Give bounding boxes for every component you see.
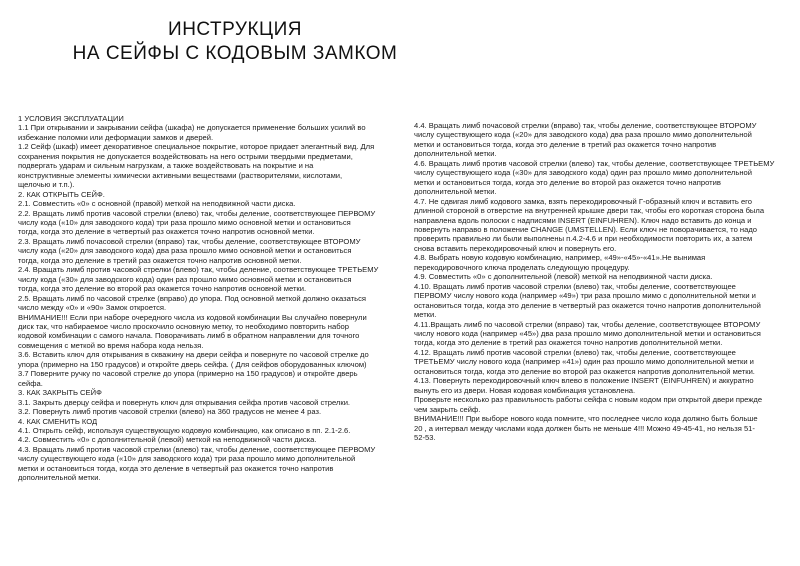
text-line: числу нового кода (например «45») два раза прошло мимо дополнительной метки и остановиться	[414, 328, 761, 338]
text-line: 2.5. Вращать лимб по часовой стрелке (вправо) до упора. Под основной меткой должно оказаться	[18, 293, 366, 303]
text-line: 4.10. Вращать лимб против часовой стрелки (влево) так, чтобы деление, соответствующее	[414, 281, 736, 291]
text-line: Проверьте несколько раз правильность работы сейфа с новым кодом при открытой двери прежде	[414, 395, 763, 405]
title-line-1: ИНСТРУКЦИЯ	[168, 19, 302, 40]
text-line: числу существующего кода («30» для заводского кода) один раз прошло мимо дополнительной	[414, 168, 752, 178]
text-line: конструктивные элементы химически активными веществами (растворителями, кислотами,	[18, 170, 343, 180]
text-line: 1.2 Сейф (шкаф) имеет декоративное специальное покрытие, которое придает элегантный вид. Для	[18, 142, 375, 152]
text-line: повернуть направо в положение CHANGE (UMSTELLEN). Если ключ не поворачивается, то надо	[414, 224, 757, 234]
text-line: числу кода («20» для заводского кода) два раза прошло мимо основной метки и остановиться	[18, 246, 352, 256]
left-text-column	[18, 114, 403, 483]
right-text-column	[414, 121, 789, 442]
text-line: числу кода («10» для заводского кода) три раза прошло мимо основной метки и остановиться	[18, 217, 351, 227]
text-line: метки и остановиться тогда, когда это деление в четвертый раз окажется точно напротив	[18, 463, 334, 473]
text-line: проверить правильно ли были выполнены п.4.2-4.6 и при необходимости повторить их, а затем	[414, 234, 753, 244]
text-line: ВНИМАНИЕ!!! Если при наборе очередного числа из кодовой комбинации Вы случайно повернули	[18, 312, 367, 322]
text-line: 4.4. Вращать лимб почасовой стрелки (вправо) так, чтобы деление, соответствующее ВТОРОМУ	[414, 121, 757, 130]
text-line: 4.9. Совместить «0» с дополнительной (левой) меткой на неподвижной части диска.	[414, 272, 713, 282]
text-line: ПЕРВОМУ числу нового кода (например «49») три раза прошло мимо с дополнительной метки и	[414, 291, 756, 301]
text-line: 3. КАК ЗАКРЫТЬ СЕЙФ	[18, 388, 102, 398]
text-line: 52-53.	[414, 432, 436, 442]
document-title	[0, 18, 470, 66]
text-line: тогда, когда это деление в четвертый раз окажется точно напротив основной метки.	[18, 227, 315, 237]
text-line: дополнительной метки.	[414, 187, 497, 197]
text-line: числу существующего кода («10» для заводского кода) три раза прошло мимо дополнительной	[18, 454, 356, 464]
text-line: 4.8. Выбрать новую кодовую комбинацию, например, «49»-«45»-«41».Не вынимая	[414, 253, 706, 263]
text-line: 4.2. Совместить «0» с дополнительной (левой) меткой на неподвижной части диска.	[18, 435, 317, 445]
text-line: 3.2. Повернуть лимб против часовой стрелки (влево) на 360 градусов не менее 4 раз.	[18, 407, 322, 417]
text-line: направлена вдоль полоски с надписями INSERT (EINFUHREN). Ключ надо вставить до конца и	[414, 215, 752, 225]
text-line: 4.12. Вращать лимб против часовой стрелки (влево) так, чтобы деление, соответствующее	[414, 347, 736, 357]
text-line: 3.7 Поверните ручку по часовой стрелке до упора (примерно на 150 градусов) и откройте дверь	[18, 369, 358, 379]
text-line: число между «0» и «90» Замок откроется.	[18, 303, 167, 313]
text-line: дополнительной метки.	[414, 149, 497, 159]
text-line: снова вставить перекодировочный ключ и повернуть его.	[414, 243, 617, 253]
text-line: метки и остановиться тогда, когда это деление во второй раз окажется точно напротив	[414, 177, 721, 187]
text-line: вынуть его из двери. Новая кодовая комбинация установлена.	[414, 385, 636, 395]
text-line: длинной стороной в отверстие на внутренней крышке двери так, чтобы его короткая сторона была	[414, 206, 765, 216]
text-line: 3.6. Вставить ключ для открывания в скважину на двери сейфа и повернуте по часовой стрелке до	[18, 350, 369, 360]
text-line: метки и остановиться тогда, когда это деление в третий раз окажется точно напротив	[414, 139, 717, 149]
text-line: чем закрыть сейф.	[414, 404, 481, 414]
text-line: остановиться тогда, когда это деление во второй раз окажется напротив дополнительной метки.	[414, 366, 755, 376]
text-line: щелочью и т.п.).	[18, 180, 75, 190]
text-line: тогда, когда это деление в третий раз окажется точно напротив дополнительной метки.	[414, 338, 723, 348]
text-line: числу существующего кода («20» для заводского кода) два раза прошло мимо дополнительной	[414, 130, 752, 140]
text-line: 2.4. Вращать лимб против часовой стрелки (влево) так, чтобы деление, соответствующее ТРЕТЬЕМУ	[18, 265, 379, 275]
text-line: 4. КАК СМЕНИТЬ КОД	[18, 416, 98, 426]
text-line: ТРЕТЬЕМУ числу нового кода (например «41») один раз прошло мимо дополнительной метки и	[414, 357, 754, 367]
text-line: 2.1. Совместить «0» с основной (правой) меткой на неподвижной части диска.	[18, 199, 296, 209]
title-line-2: НА СЕЙФЫ С КОДОВЫМ ЗАМКОМ	[72, 43, 398, 64]
text-line: перекодировочного ключа проделать следующую процедуру.	[414, 262, 630, 272]
text-line: 4.1. Открыть сейф, используя существующую кодовую комбинацию, как описано в пп. 2.1-2.6.	[18, 425, 351, 435]
text-line: избежание поломки или деформации замков и дверей.	[18, 132, 214, 142]
text-line: метки.	[414, 310, 437, 320]
text-line: дополнительной метки.	[18, 473, 101, 483]
text-line: 4.13. Повернуть перекодировочный ключ влево в положение INSERT (EINFUHREN) и аккуратно	[414, 376, 754, 386]
text-line: ВНИМАНИЕ!!! При выборе нового кода помните, что последнее число кода должно быть больше	[414, 414, 758, 424]
text-line: 2. КАК ОТКРЫТЬ СЕЙФ.	[18, 189, 105, 199]
text-line: числу кода («30» для заводского кода) один раз прошло мимо основной метки и остановиться	[18, 274, 352, 284]
text-line: остановиться тогда, когда это деление в четвертый раз окажется точно напротив дополнительной	[414, 300, 761, 310]
text-line: 4.11.Вращать лимб по часовой стрелки (вправо) так, чтобы деление, соответствующее ВТОРОМУ	[414, 319, 761, 329]
text-line: 3.1. Закрыть дверцу сейфа и повернуть ключ для открывания сейфа против часовой стрелки.	[18, 397, 351, 407]
text-line: диск так, что набираемое число проскочило основную метку, то необходимо повторить набор	[18, 321, 350, 331]
text-line: упора (примерно на 150 градусов) и откройте дверь сейфа. ( Для сейфов оборудованных ключом)	[18, 359, 367, 369]
text-line: кодовой комбинации с самого начала. Поворачивать лимб в обратном направлении для точного	[18, 331, 360, 341]
text-line: 2.2. Вращать лимб против часовой стрелки (влево) так, чтобы деление, соответствующее ПЕРВОМУ	[18, 208, 376, 218]
text-line: 4.7. Не сдвигая лимб кодового замка, взять перекодировочный Г-образный ключ и вставить его	[414, 196, 752, 206]
text-line: 2.3. Вращать лимб почасовой стрелки (вправо) так, чтобы деление, соответствующее ВТОРОМУ	[18, 236, 361, 246]
text-line: подвергать ударам и сильным нагрузкам, а также воздействовать на покрытие и на	[18, 161, 314, 171]
text-line: 4.6. Вращать лимб против часовой стрелки (влево) так, чтобы деление, соответствующее ТРЕТЬЕМУ	[414, 158, 775, 168]
text-line: тогда, когда это деление в третий раз окажется точно напротив основной метки.	[18, 255, 302, 265]
text-line: 20 , а интервал между числами кода должен быть не меньше 4!!! Можно 49-45-41, но нельзя 51-	[414, 423, 755, 433]
text-line: сейфа.	[18, 378, 43, 388]
text-line: 4.3. Вращать лимб против часовой стрелки (влево) так, чтобы деление, соответствующее ПЕРВОМУ	[18, 444, 376, 454]
text-line: совмещения с меткой во время набора кода нельзя.	[18, 340, 204, 350]
text-line: 1 УСЛОВИЯ ЭКСПЛУАТАЦИИ	[18, 114, 124, 123]
text-line: 1.1 При открывании и закрывании сейфа (шкафа) не допускается применение больших усилий во	[18, 123, 366, 133]
text-line: сохранения покрытия не допускается воздействовать на него острыми твердыми предметами,	[18, 151, 353, 161]
text-line: тогда, когда это деление во второй раз окажется точно напротив основной метки.	[18, 284, 307, 294]
